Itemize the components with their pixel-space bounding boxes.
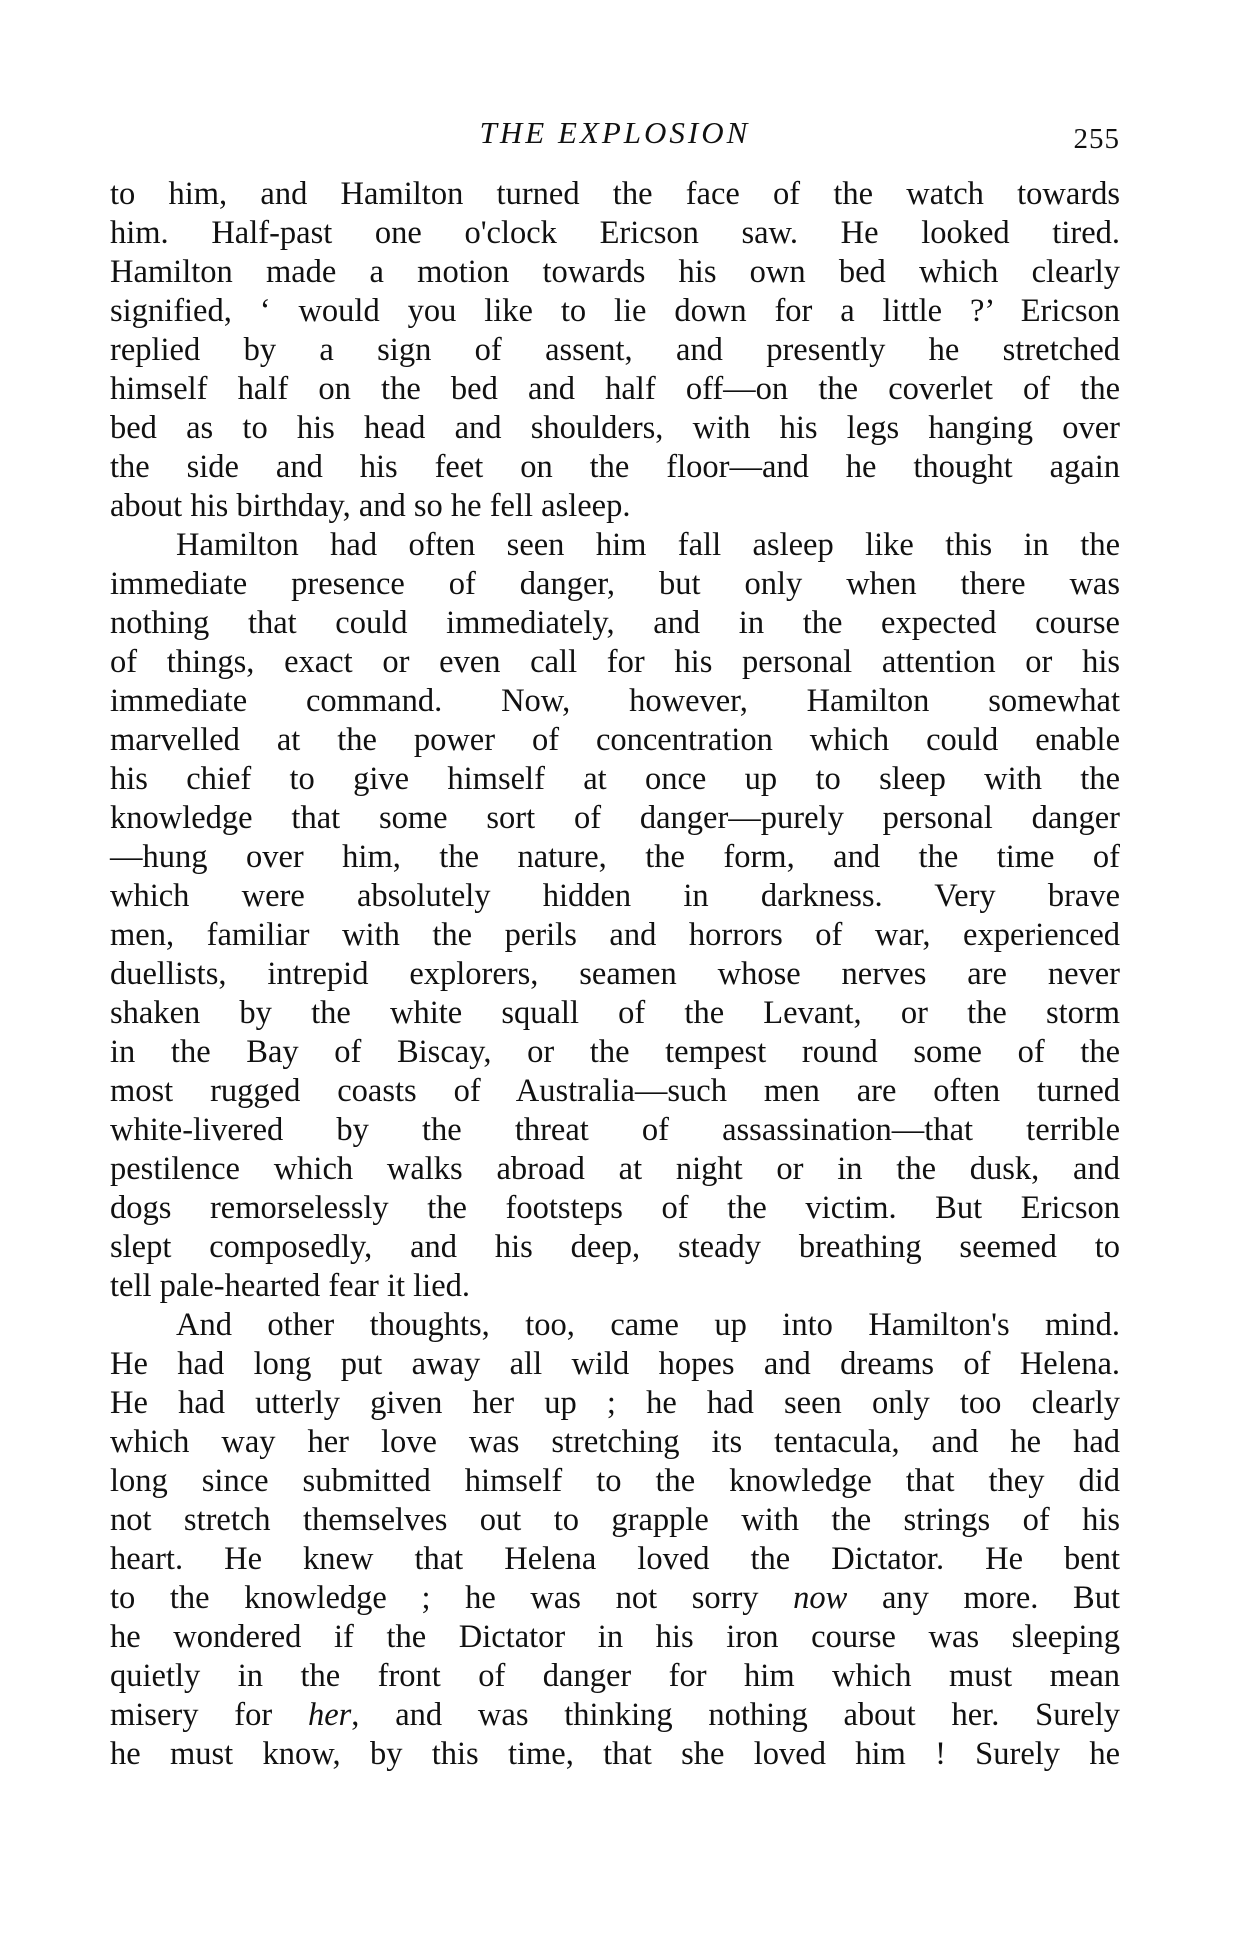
text-line: He had long put away all wild hopes and dreams of Helena. (110, 1346, 1120, 1382)
text-line: he wondered if the Dictator in his iron course was sleeping (110, 1619, 1120, 1655)
text-line: replied by a sign of assent, and presently he stretched (110, 332, 1120, 368)
text-line: long since submitted himself to the knowledge that they did (110, 1463, 1120, 1499)
text-line: the side and his feet on the floor—and he thought again (110, 449, 1120, 485)
text-line: quietly in the front of danger for him which must mean (110, 1658, 1120, 1694)
running-head: THE EXPLOSION (479, 115, 751, 150)
text-line: Hamilton made a motion towards his own bed which clearly (110, 254, 1120, 290)
text-line: marvelled at the power of concentration which could enable (110, 722, 1120, 758)
text-line: nothing that could immediately, and in the expected course (110, 605, 1120, 641)
paragraph-start-line: And other thoughts, too, came up into Hamilton's mind. (176, 1307, 1120, 1343)
text-line: pestilence which walks abroad at night or in the dusk, and (110, 1151, 1120, 1187)
text-line: immediate presence of danger, but only when there was (110, 566, 1120, 602)
text-line: of things, exact or even call for his personal attention or his (110, 644, 1120, 680)
text-line: which way her love was stretching its tentacula, and he had (110, 1424, 1120, 1460)
text-line: in the Bay of Biscay, or the tempest round some of the (110, 1034, 1120, 1070)
text-line: white-livered by the threat of assassination—that terrible (110, 1112, 1120, 1148)
text-line: —hung over him, the nature, the form, and the time of (110, 839, 1120, 875)
text-line: himself half on the bed and half off—on the coverlet of the (110, 371, 1120, 407)
text-line: him. Half-past one o'clock Ericson saw. He looked tired. (110, 215, 1120, 251)
text-line: tell pale-hearted fear it lied. (110, 1268, 471, 1304)
text-line: immediate command. Now, however, Hamilton somewhat (110, 683, 1120, 719)
text-line-with-italic (110, 1579, 1120, 1618)
text-line: He had utterly given her up ; he had seen only too clearly (110, 1385, 1120, 1421)
text-line: signified, ‘ would you like to lie down for a little ?’ Ericson (110, 293, 1120, 329)
text-line: most rugged coasts of Australia—such men are often turned (110, 1073, 1120, 1109)
text-line: not stretch themselves out to grapple with the strings of his (110, 1502, 1120, 1538)
page-number: 255 (1073, 123, 1120, 155)
italic-word: now (793, 1580, 848, 1616)
body-text (110, 175, 1120, 1774)
text-segment: , and was thinking nothing about her. Surely (351, 1697, 1120, 1733)
text-line: his chief to give himself at once up to sleep with the (110, 761, 1120, 797)
page-header (110, 115, 1120, 155)
text-line: heart. He knew that Helena loved the Dictator. He bent (110, 1541, 1120, 1577)
text-line: dogs remorselessly the footsteps of the victim. But Ericson (110, 1190, 1120, 1226)
text-line: shaken by the white squall of the Levant, or the storm (110, 995, 1120, 1031)
text-line: bed as to his head and shoulders, with his legs hanging over (110, 410, 1120, 446)
text-line: he must know, by this time, that she loved him ! Surely he (110, 1736, 1120, 1772)
text-line: men, familiar with the perils and horrors of war, experienced (110, 917, 1120, 953)
text-line: about his birthday, and so he fell asleep. (110, 488, 631, 524)
text-segment: to the knowledge ; he was not sorry (110, 1580, 759, 1616)
text-segment: misery for (110, 1697, 273, 1733)
paragraph-start-line: Hamilton had often seen him fall asleep like this in the (176, 527, 1120, 563)
text-line: to him, and Hamilton turned the face of the watch towards (110, 176, 1120, 212)
text-line: which were absolutely hidden in darkness. Very brave (110, 878, 1120, 914)
italic-word: her (307, 1697, 352, 1733)
text-segment: any more. But (881, 1580, 1121, 1616)
text-line-with-italic (110, 1696, 1120, 1735)
text-line: slept composedly, and his deep, steady breathing seemed to (110, 1229, 1120, 1265)
text-line: knowledge that some sort of danger—purely personal danger (110, 800, 1120, 836)
text-line: duellists, intrepid explorers, seamen whose nerves are never (110, 956, 1120, 992)
